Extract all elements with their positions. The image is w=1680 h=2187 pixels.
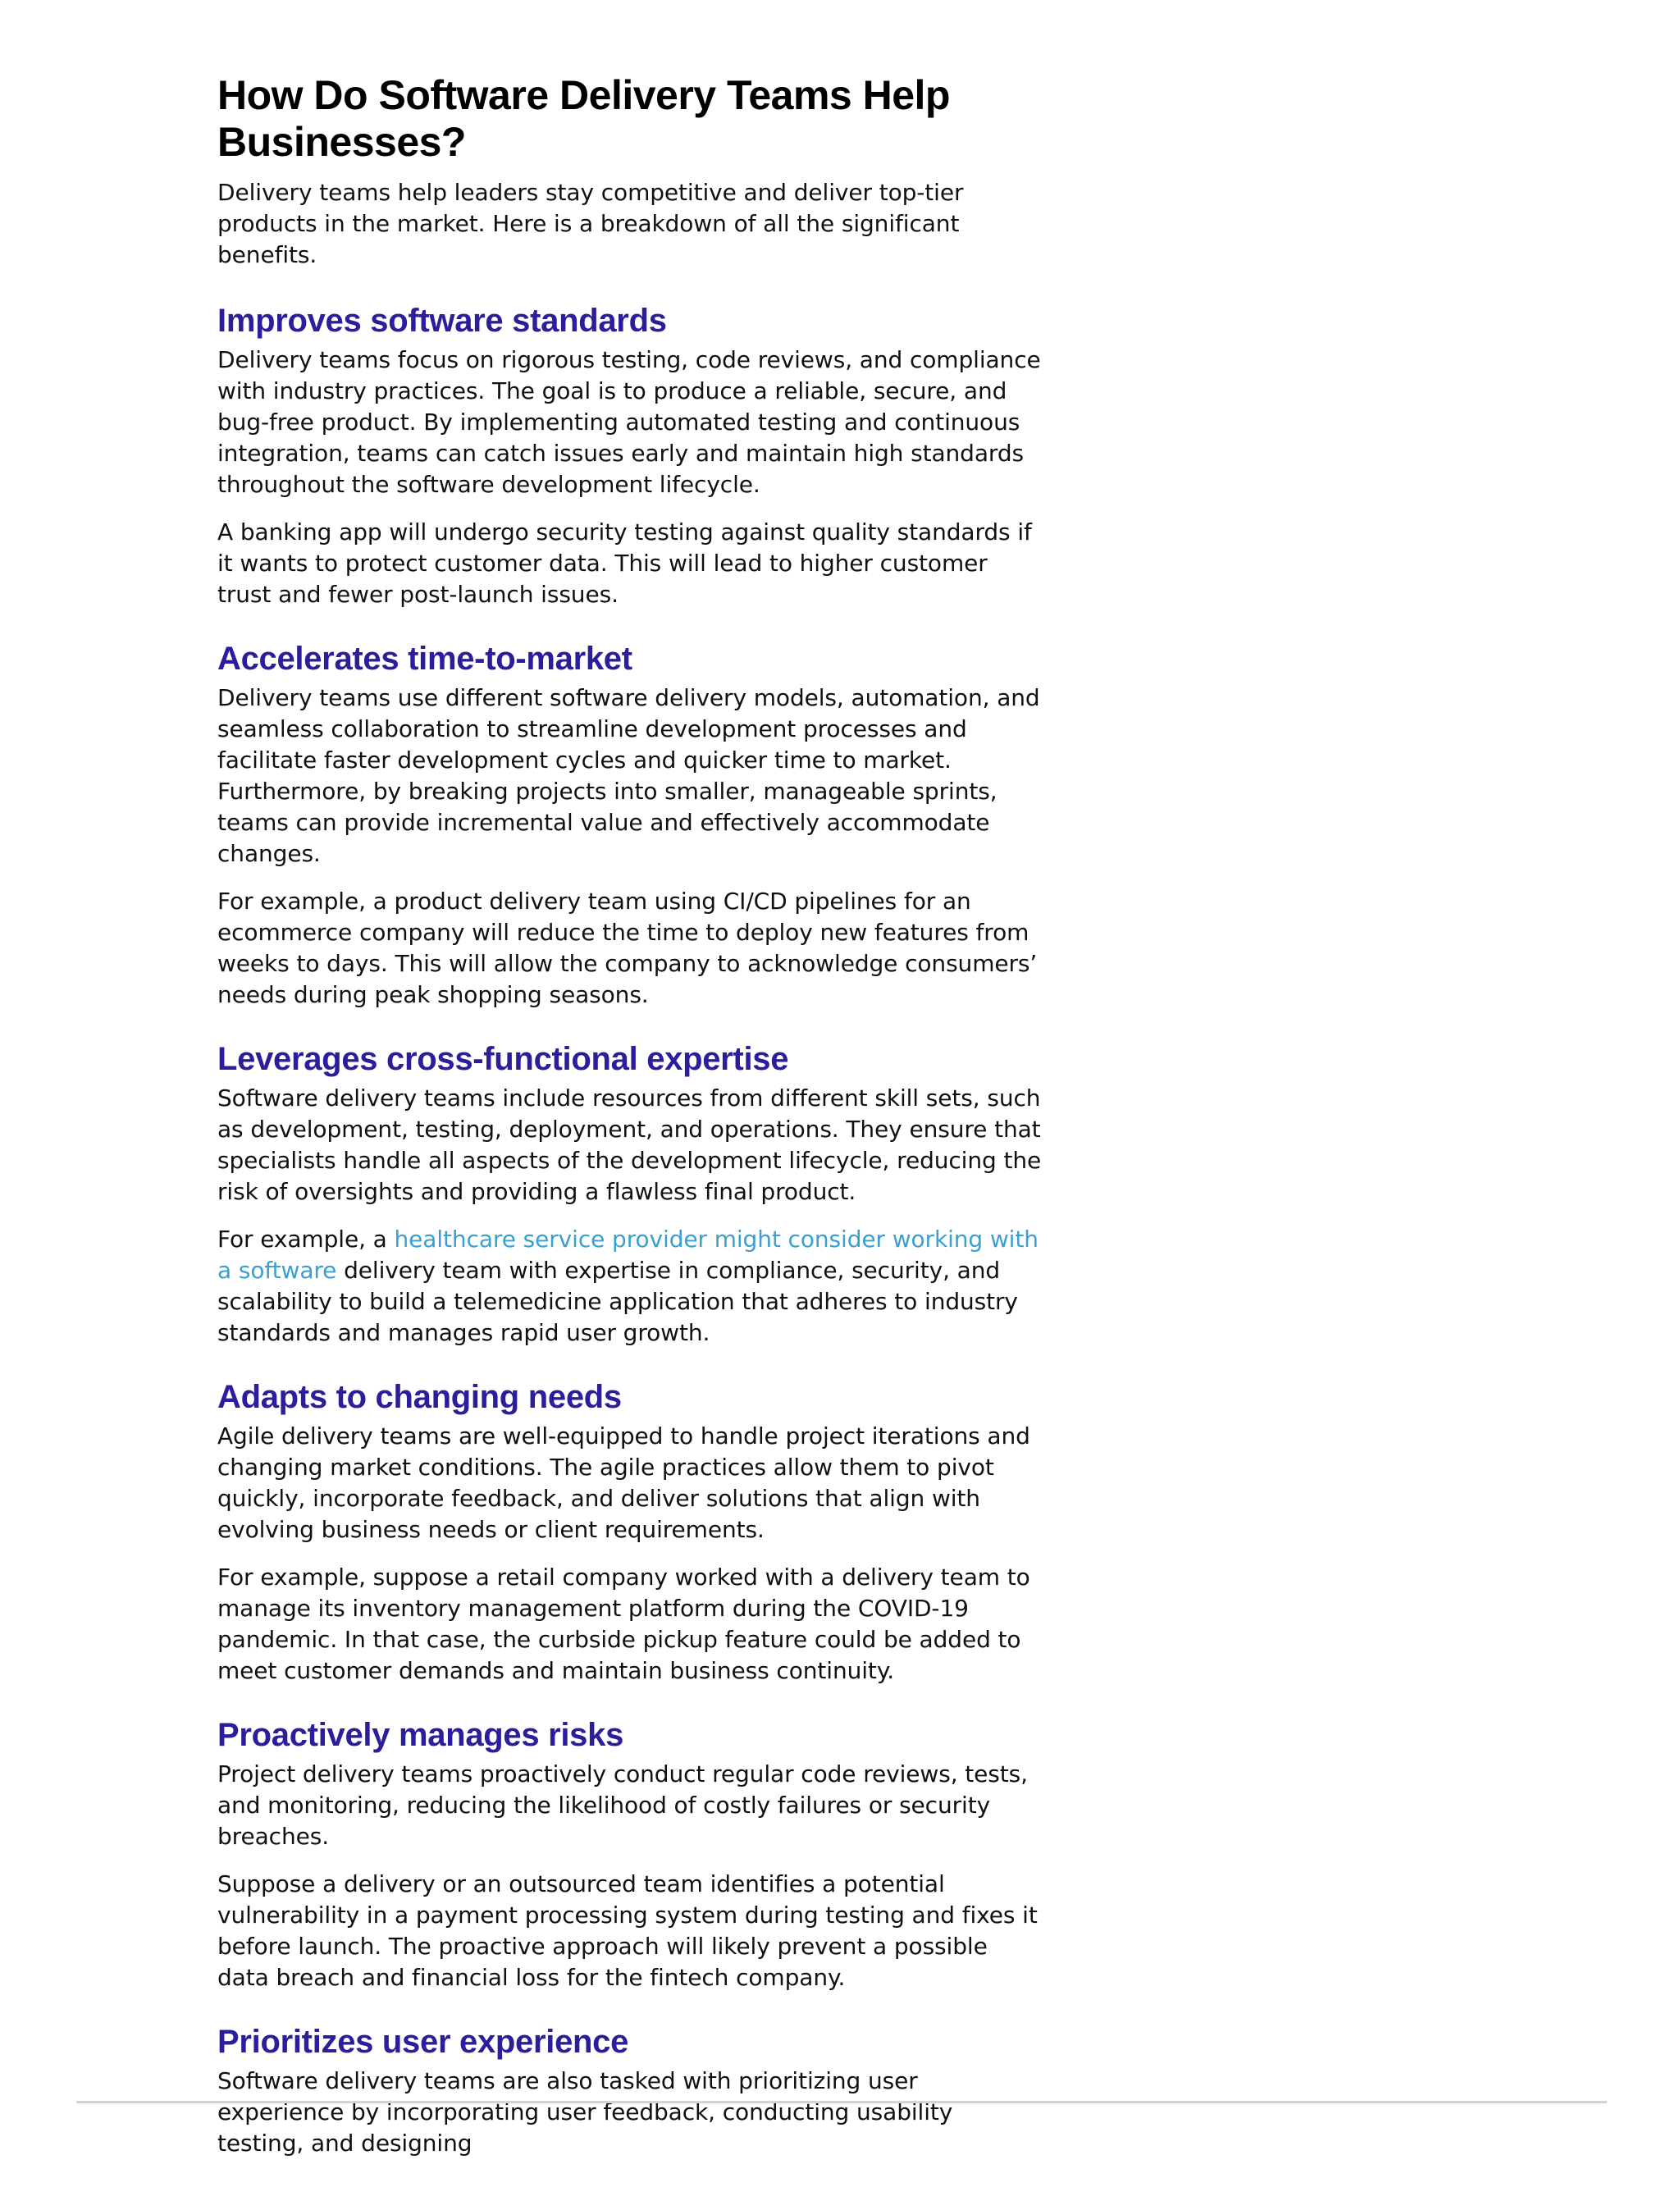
section-heading: Proactively manages risks (217, 1717, 624, 1753)
section-paragraph: Software delivery teams include resources from different skill sets, such as development, testing, deployment, and operations. They ensure that specialists handle all aspects of the development lifecycle, reducing the risk of oversights and providing a flawless final product. (217, 1084, 1042, 1205)
section-paragraph: Agile delivery teams are well-equipped to handle project iterations and changing market conditions. The agile practices allow them to pivot quickly, incorporate feedback, and deliver solutions that align with evolving business needs or client requirements. (217, 1422, 1030, 1543)
section-heading: Improves software standards (217, 303, 667, 339)
page-title: How Do Software Delivery Teams Help Businesses? (217, 72, 950, 165)
section-paragraph: For example, a product delivery team using CI/CD pipelines for an ecommerce company will reduce the time to deploy new features from weeks to days. This will allow the company to acknowledge consumers’ needs during peak shopping seasons. (217, 888, 1038, 1008)
paragraph-text: delivery team with expertise in compliance, security, and scalability to build a telemedicine application that adheres to industry standards and manages rapid user growth. (217, 1257, 1018, 1346)
section-paragraph: Suppose a delivery or an outsourced team identifies a potential vulnerability in a payment processing system during testing and fixes it before launch. The proactive approach will likely prevent a possible data breach and financial loss for the fintech company. (217, 1870, 1038, 1991)
article (217, 72, 1046, 2187)
section-paragraph: Delivery teams focus on rigorous testing, code reviews, and compliance with industry practices. The goal is to produce a reliable, secure, and bug-free product. By implementing automated testing and continuous integration, teams can catch issues early and maintain high standards throughout the software development lifecycle. (217, 346, 1041, 498)
section-paragraph: For example, suppose a retail company worked with a delivery team to manage its inventory management platform during the COVID-19 pandemic. In that case, the curbside pickup feature could be added to meet customer demands and maintain business continuity. (217, 1564, 1030, 1684)
intro-paragraph: Delivery teams help leaders stay competitive and deliver top-tier products in the market. Here is a breakdown of all the significant benefits. (217, 179, 964, 268)
section-heading: Prioritizes user experience (217, 2024, 629, 2060)
healthcare-provider-link[interactable]: healthcare service provider might consider working with a software (217, 1226, 1039, 1284)
section-paragraph: Delivery teams use different software delivery models, automation, and seamless collaboration to streamline development processes and facilitate faster development cycles and quicker time to market. Furthermore, by breaking projects into smaller, manageable sprints, teams can provide incremental value and effectively accommodate changes. (217, 684, 1040, 867)
section-paragraph: A banking app will undergo security testing against quality standards if it wants to protect customer data. This will lead to higher customer trust and fewer post-launch issues. (217, 518, 1032, 608)
section-paragraph: Project delivery teams proactively conduct regular code reviews, tests, and monitoring, reducing the likelihood of costly failures or security breaches. (217, 1760, 1028, 1850)
section-heading: Accelerates time-to-market (217, 641, 632, 677)
paragraph-text: For example, a (217, 1226, 395, 1253)
section-paragraph: Software delivery teams are also tasked with prioritizing user experience by incorporating user feedback, conducting usability testing, and designing (217, 2067, 953, 2157)
section-proactively-manages-risks (217, 1714, 1046, 1993)
section-paragraph-with-link (217, 1224, 1046, 1349)
section-adapts-to-changing-needs (217, 1377, 1046, 1687)
section-improves-software-standards (217, 300, 1046, 610)
section-heading: Leverages cross-functional expertise (217, 1041, 789, 1077)
section-prioritizes-user-experience (217, 2021, 1046, 2159)
section-leverages-cross-functional-expertise (217, 1039, 1046, 1349)
footer-divider (76, 2101, 1607, 2103)
section-heading: Adapts to changing needs (217, 1379, 622, 1415)
section-accelerates-time-to-market (217, 638, 1046, 1011)
